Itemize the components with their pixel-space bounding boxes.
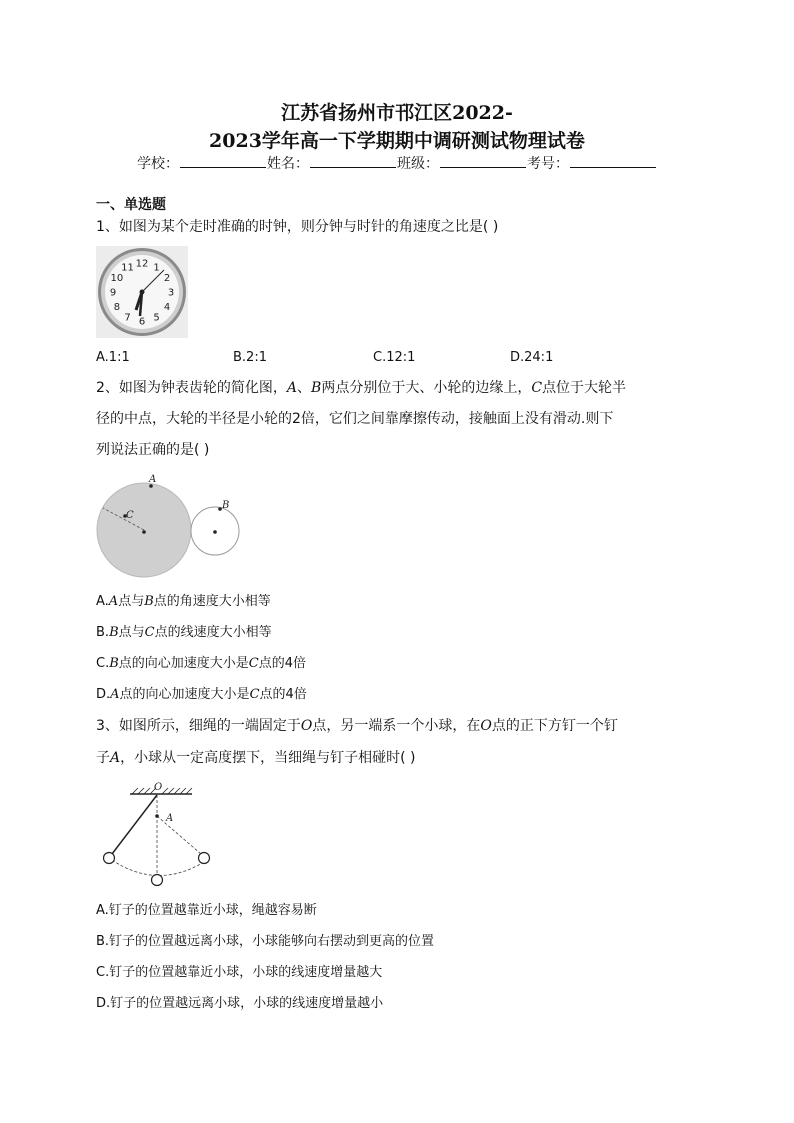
clock-numeral: 9 [109, 287, 117, 299]
q2-stem-line3: 列说法正确的是( ) [96, 442, 210, 458]
ball-left [104, 853, 115, 864]
class-label: 班级： [397, 156, 439, 172]
nail-a [155, 814, 159, 818]
q1-stem: 1、如图为某个走时准确的时钟，则分钟与时针的角速度之比是( ) [96, 219, 499, 235]
var-b: B [109, 625, 119, 640]
q1-option-c[interactable]: C.12:1 [373, 350, 416, 365]
var-b: B [144, 594, 154, 609]
q2-option-d[interactable] [96, 687, 307, 703]
var-b: B [109, 656, 119, 671]
q3-stem-line1 [96, 717, 618, 735]
option-letter: A. [96, 594, 109, 609]
q2-text: 2、如图为钟表齿轮的简化图， [96, 380, 287, 396]
option-letter: B. [96, 625, 110, 640]
var-a: A [108, 594, 119, 609]
clock-numeral: 10 [110, 273, 124, 284]
label-o: O [154, 782, 163, 793]
label-b: B [222, 500, 230, 511]
q3-option-c[interactable]: C.钉子的位置越靠近小球，小球的线速度增量越大 [96, 965, 383, 980]
q2-option-a[interactable] [96, 594, 271, 610]
q3-var-o: O [480, 718, 492, 734]
label-a: A [166, 813, 174, 824]
var-a: A [110, 687, 120, 702]
pendulum-figure [100, 778, 220, 890]
var-c: C [144, 625, 155, 640]
q2-stem-line1 [96, 379, 626, 397]
school-blank[interactable] [180, 153, 266, 168]
clock-numeral: 4 [163, 302, 171, 313]
clock-numeral: 7 [124, 312, 131, 324]
option-text: 点的向心加速度大小是 [119, 687, 250, 702]
section-title: 一、单选题 [96, 197, 166, 213]
option-letter: C. [96, 656, 110, 671]
clock-numeral: 5 [153, 312, 160, 324]
clock-numeral: 11 [121, 262, 134, 274]
q2-var-a: A [286, 380, 298, 396]
exam-title-line1: 江苏省扬州市邗江区2022- [281, 102, 513, 124]
q1-option-b[interactable]: B.2:1 [233, 350, 267, 365]
name-label: 姓名： [267, 156, 309, 172]
clock-numeral: 12 [135, 258, 149, 270]
label-c: C [126, 510, 134, 521]
option-text: 点的4倍 [258, 656, 307, 671]
q2-text: 点位于大轮半 [542, 380, 627, 396]
q3-text: 点的正下方钉一个钉 [491, 718, 618, 734]
var-c: C [249, 687, 260, 702]
option-letter: D. [96, 687, 111, 702]
q3-option-d[interactable]: D.钉子的位置越远离小球，小球的线速度增量越小 [96, 996, 384, 1011]
q3-text: 3、如图所示，细绳的一端固定于 [96, 718, 301, 734]
clock-numeral: 3 [167, 287, 175, 299]
number-label: 考号： [527, 156, 569, 172]
label-a: A [149, 474, 157, 485]
option-text: 点的4倍 [259, 687, 307, 702]
q2-stem-line2: 径的中点，大轮的半径是小轮的2倍，它们之间靠摩擦传动，接触面上没有滑动.则下 [96, 411, 614, 427]
option-text: 点与 [118, 594, 145, 609]
clock-numeral: 1 [153, 262, 160, 274]
option-text: 点的向心加速度大小是 [118, 656, 249, 671]
ball-bottom [152, 875, 163, 886]
school-label: 学校： [137, 156, 179, 172]
option-text: 点的角速度大小相等 [153, 594, 271, 609]
q3-var-o: O [300, 718, 313, 734]
q2-option-c[interactable] [96, 656, 306, 672]
q2-var-c: C [531, 380, 543, 396]
clock-numeral: 8 [113, 302, 121, 313]
name-blank[interactable] [310, 153, 396, 168]
q3-option-a[interactable]: A.钉子的位置越靠近小球，绳越容易断 [96, 903, 317, 918]
string [112, 795, 157, 854]
number-blank[interactable] [570, 153, 656, 168]
q1-option-d[interactable]: D.24:1 [510, 350, 554, 365]
q2-var-b: B [311, 380, 322, 396]
clock-figure [96, 246, 188, 338]
clock-numeral: 2 [163, 273, 171, 284]
q3-option-b[interactable]: B.钉子的位置越远离小球，小球能够向右摆动到更高的位置 [96, 934, 435, 949]
q2-text: 、 [297, 380, 312, 396]
q3-stem-line2 [96, 749, 416, 767]
var-c: C [248, 656, 259, 671]
q2-option-b[interactable] [96, 625, 272, 641]
ball-right [199, 853, 210, 864]
q2-text: 两点分别位于大、小轮的边缘上， [321, 380, 532, 396]
option-text: 点与 [118, 625, 145, 640]
gear-wheels-figure [96, 470, 246, 582]
q1-option-a[interactable]: A.1:1 [96, 350, 130, 365]
student-info-line [0, 153, 794, 173]
clock-numeral: 6 [138, 316, 146, 328]
class-blank[interactable] [440, 153, 526, 168]
exam-title-line2: 2023学年高一下学期期中调研测试物理试卷 [209, 130, 585, 152]
option-text: 点的线速度大小相等 [154, 625, 272, 640]
q3-text: 点，另一端系一个小球，在 [312, 718, 481, 734]
q3-var-a: A [110, 750, 121, 766]
q3-text: ，小球从一定高度摆下，当细绳与钉子相碰时( ) [120, 750, 416, 766]
q3-text: 子 [96, 750, 110, 766]
